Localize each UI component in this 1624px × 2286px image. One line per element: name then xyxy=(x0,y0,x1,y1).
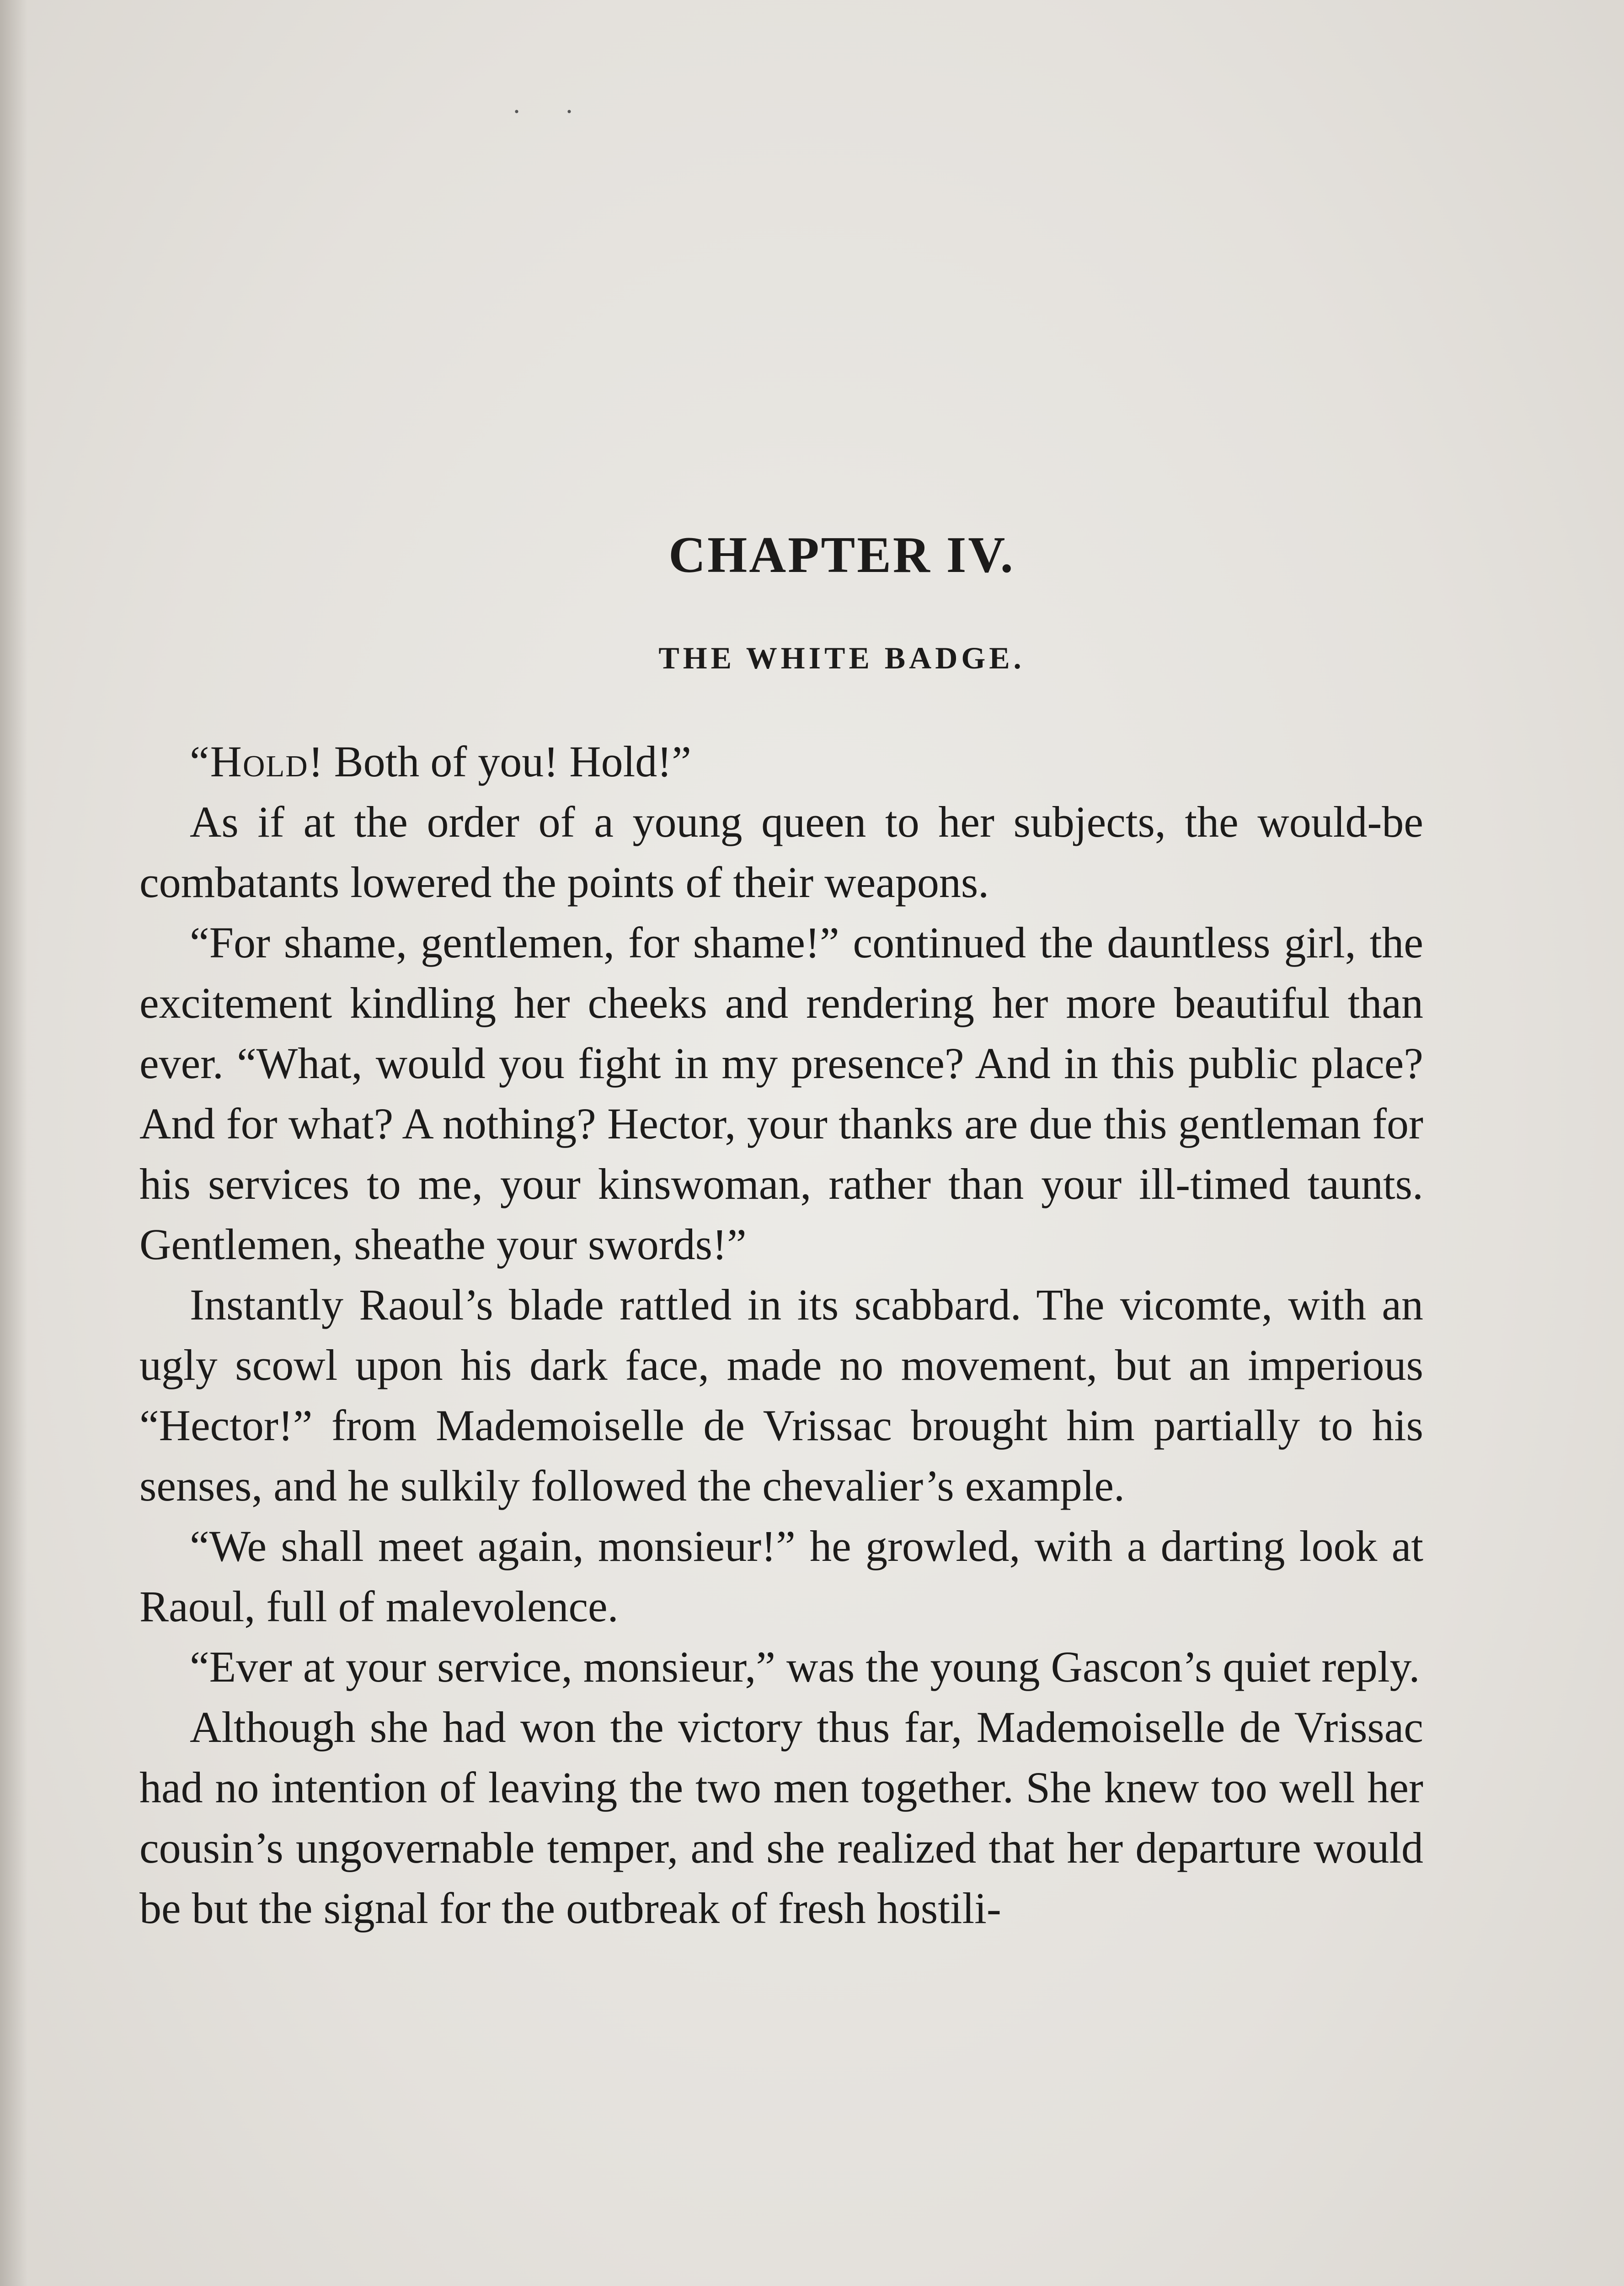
spine-shadow xyxy=(0,0,27,2286)
ink-specks: · · xyxy=(512,96,592,127)
paragraph-lead: “Hold xyxy=(190,737,309,786)
paragraph-3: “For shame, gentlemen, for shame!” continued the dauntless girl, the excitement kindling her cheeks and rendering her more beautiful than ever. “What, would you fight in my presence? And in this public place? And for what? A nothing? Hector, your thanks are due this gentleman for his services to me, your kinswoman, rather than your ill-timed taunts. Gentlemen, sheathe your swords!” xyxy=(139,918,1423,1269)
paragraph-7: Although she had won the victory thus far, Mademoiselle de Vrissac had no intention of leaving the two men together. She knew too well her cousin’s ungovernable temper, and she realized that her departure would be but the signal for the outbreak of fresh hostili- xyxy=(139,1703,1423,1933)
chapter-title: CHAPTER IV. xyxy=(668,527,1015,583)
body-text xyxy=(139,732,1423,1939)
paragraph-6: “Ever at your service, monsieur,” was the young Gascon’s quiet reply. xyxy=(190,1642,1420,1691)
paragraph-rest: ! Both of you! Hold!” xyxy=(308,737,691,786)
paragraph-1 xyxy=(139,732,1423,792)
paragraph-5: “We shall meet again, monsieur!” he growled, with a darting look at Raoul, full of malevolence. xyxy=(139,1522,1423,1631)
paragraph-2: As if at the order of a young queen to her subjects, the would-be combatants lowered the points of their weapons. xyxy=(139,797,1423,907)
chapter-subtitle: THE WHITE BADGE. xyxy=(658,641,1025,675)
paragraph-4: Instantly Raoul’s blade rattled in its scabbard. The vicomte, with an ugly scowl upon his dark face, made no movement, but an imperious “Hector!” from Mademoiselle de Vrissac brought him partially to his senses, and he sulkily followed the chevalier’s example. xyxy=(139,1280,1423,1510)
